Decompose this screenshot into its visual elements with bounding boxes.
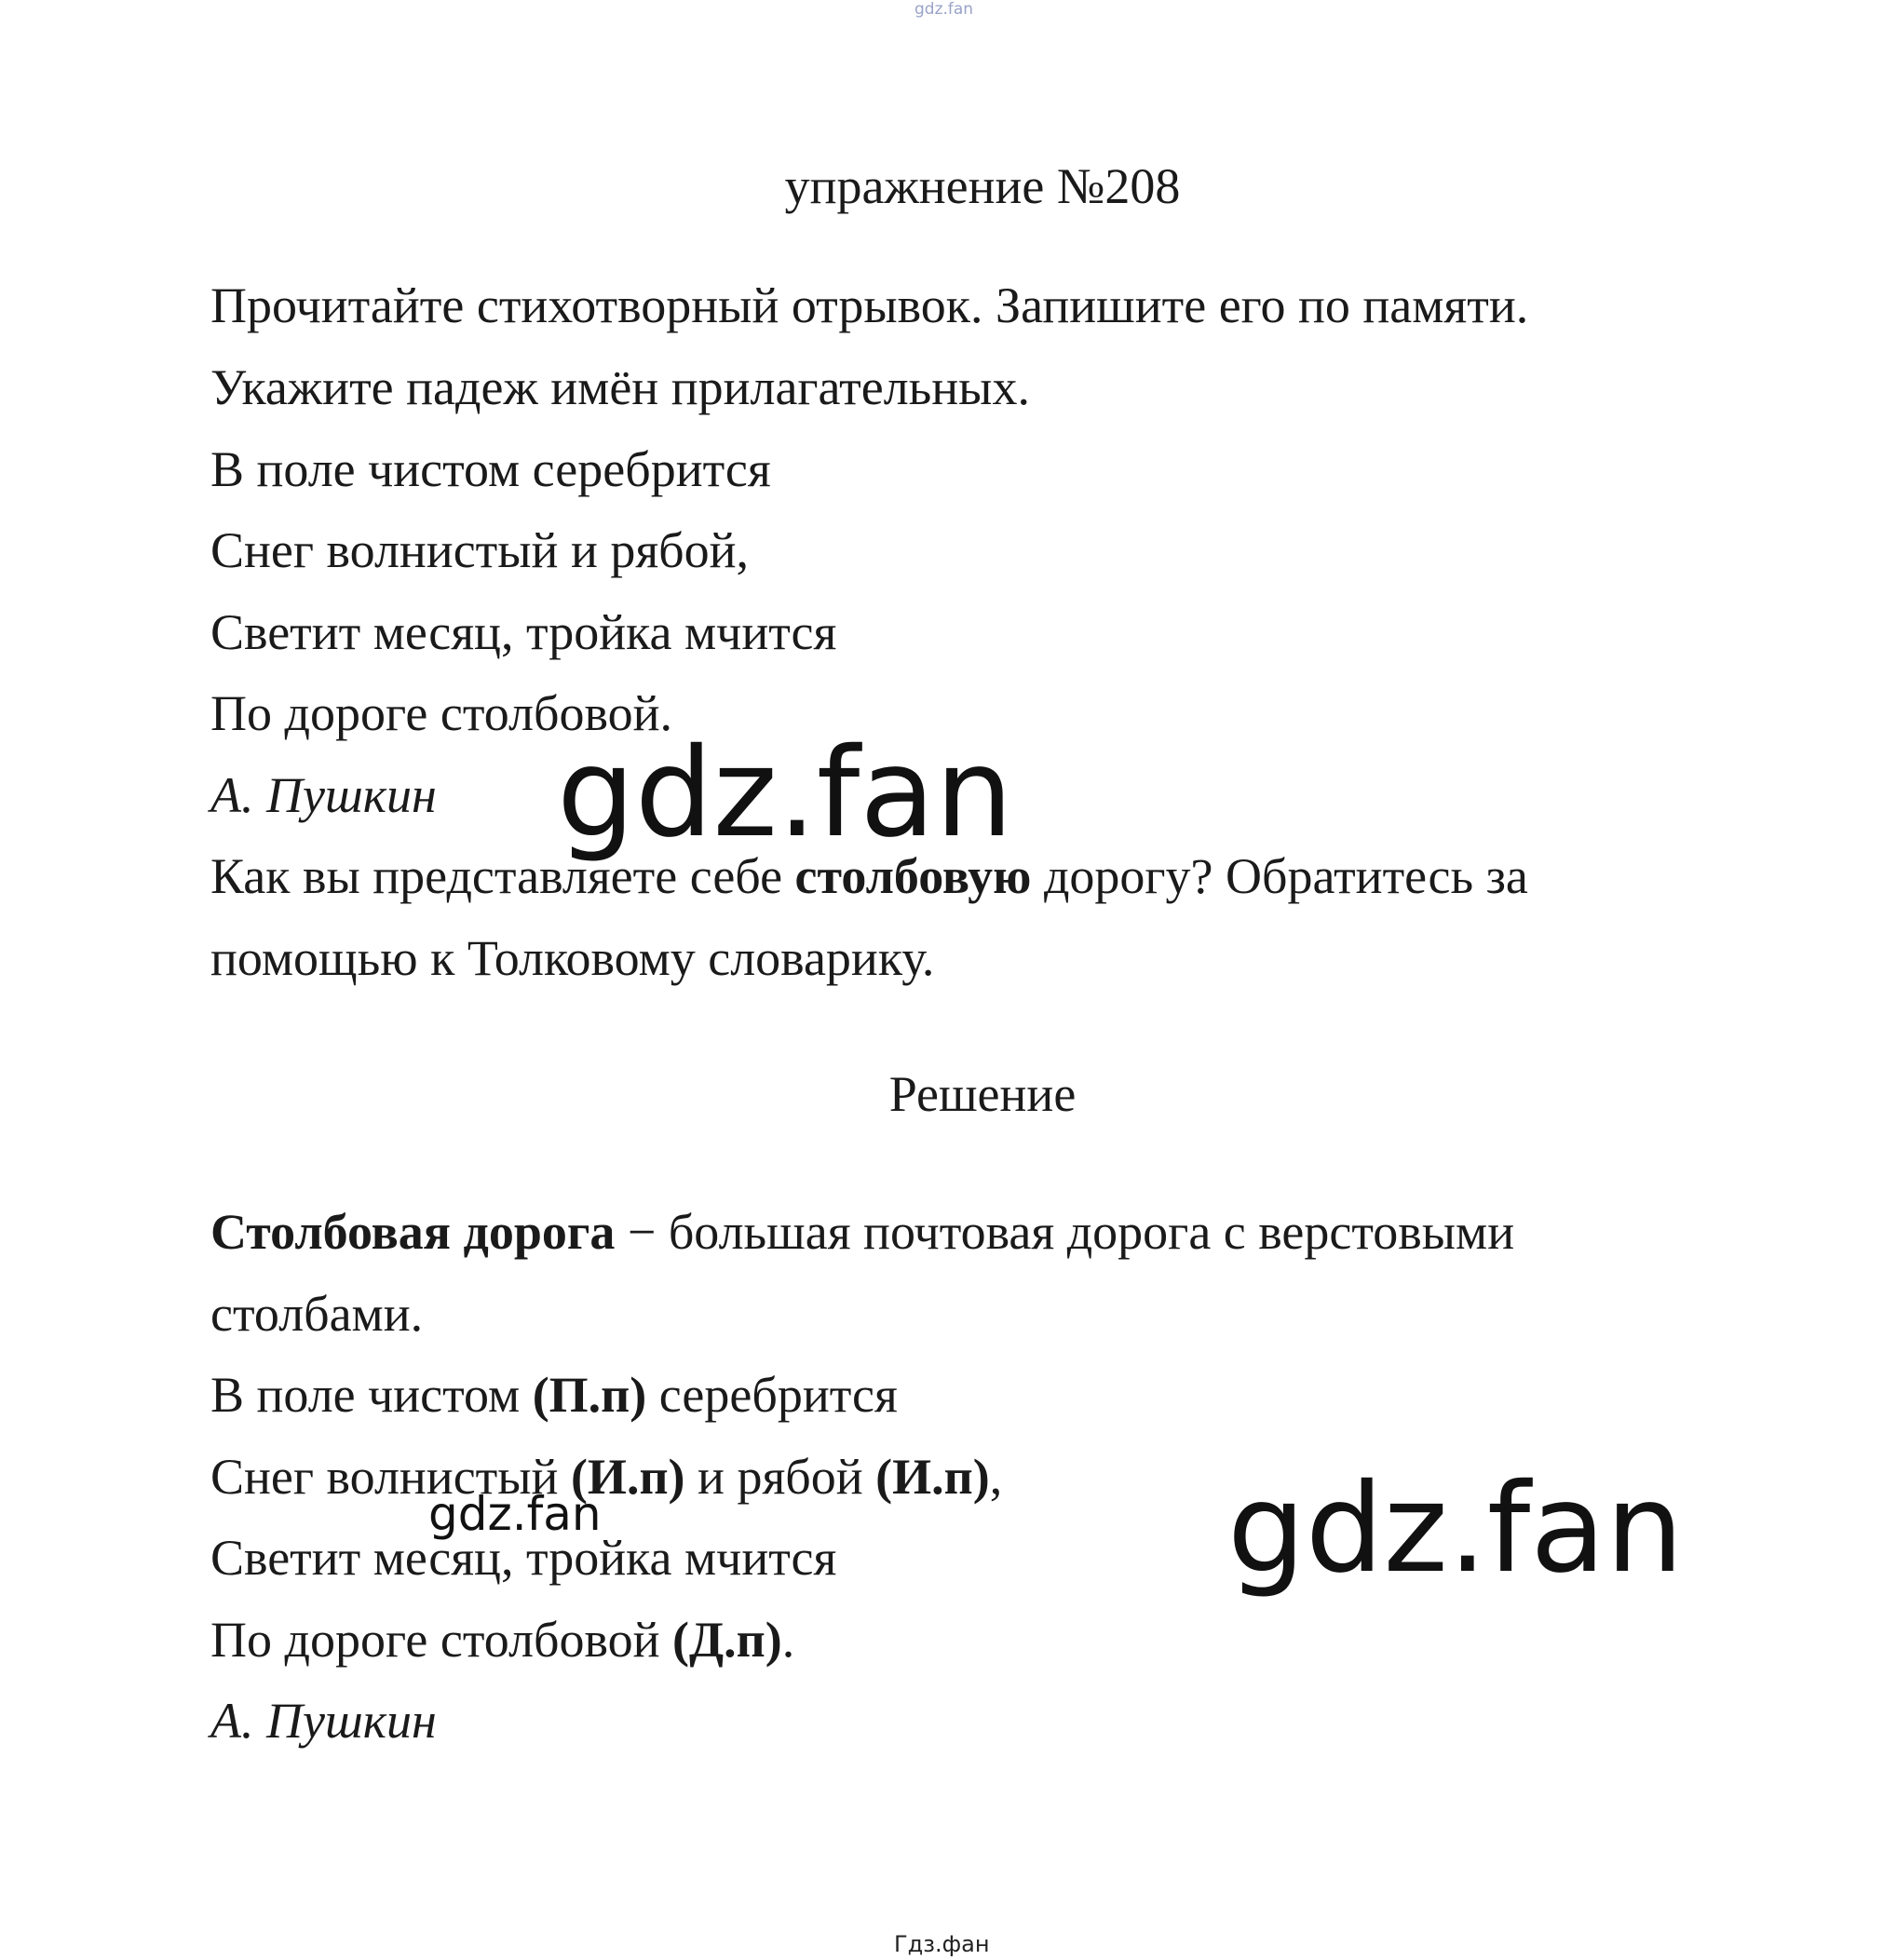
watermark-small: gdz.fan: [428, 1487, 602, 1541]
definition-line-2: столбами.: [210, 1286, 424, 1342]
instruction-line-1: Прочитайте стихотворный отрывок. Запишите его по памяти.: [210, 277, 1529, 333]
poem-line-4: По дороге столбовой.: [210, 685, 672, 741]
solution-heading: Решение: [888, 1066, 1077, 1122]
solution-poem-text: По дороге столбовой: [210, 1612, 672, 1668]
solution-poem-text: Снег волнистый: [210, 1449, 571, 1505]
definition-term: Столбовая дорога: [210, 1204, 616, 1260]
case-label: (И.п): [875, 1449, 990, 1505]
footer-text: Гдз.фан: [894, 1931, 990, 1957]
case-label: (П.п): [532, 1367, 647, 1423]
top-watermark: gdz.fan: [914, 0, 974, 19]
case-label: (И.п): [570, 1449, 685, 1505]
poem-line-1: В поле чистом серебрится: [210, 441, 771, 497]
solution-poem-text: серебрится: [646, 1367, 898, 1423]
poem-author: А. Пушкин: [210, 767, 437, 823]
poem-line-3: Светит месяц, тройка мчится: [210, 604, 837, 660]
solution-poem-text: и рябой: [684, 1449, 876, 1505]
solution-poem-line-1: [210, 1367, 898, 1423]
question-line-2: помощью к Толковому словарику.: [210, 930, 935, 986]
solution-poem-line-3: Светит месяц, тройка мчится: [210, 1530, 837, 1586]
watermark-large-1: gdz.fan: [557, 722, 1013, 865]
solution-poem-text: .: [781, 1612, 795, 1668]
case-label: (Д.п): [671, 1612, 782, 1668]
solution-author: А. Пушкин: [210, 1693, 437, 1749]
solution-poem-text: В поле чистом: [210, 1367, 533, 1423]
instruction-line-2: Укажите падеж имён прилагательных.: [210, 359, 1030, 415]
solution-poem-text: ,: [989, 1449, 1003, 1505]
definition-text: − большая почтовая дорога с верстовыми: [615, 1204, 1515, 1260]
solution-poem-line-2: [210, 1449, 1002, 1505]
question-bold-word: столбовую: [794, 848, 1032, 904]
watermark-large-2: gdz.fan: [1227, 1457, 1684, 1601]
question-text-start: Как вы представляете себе: [210, 848, 795, 904]
solution-poem-line-4: [210, 1612, 794, 1668]
question-text-end: дорогу? Обратитесь за: [1031, 848, 1528, 904]
exercise-title: упражнение №208: [784, 158, 1181, 214]
definition-line-1: [210, 1204, 1514, 1260]
poem-line-2: Снег волнистый и рябой,: [210, 522, 750, 578]
